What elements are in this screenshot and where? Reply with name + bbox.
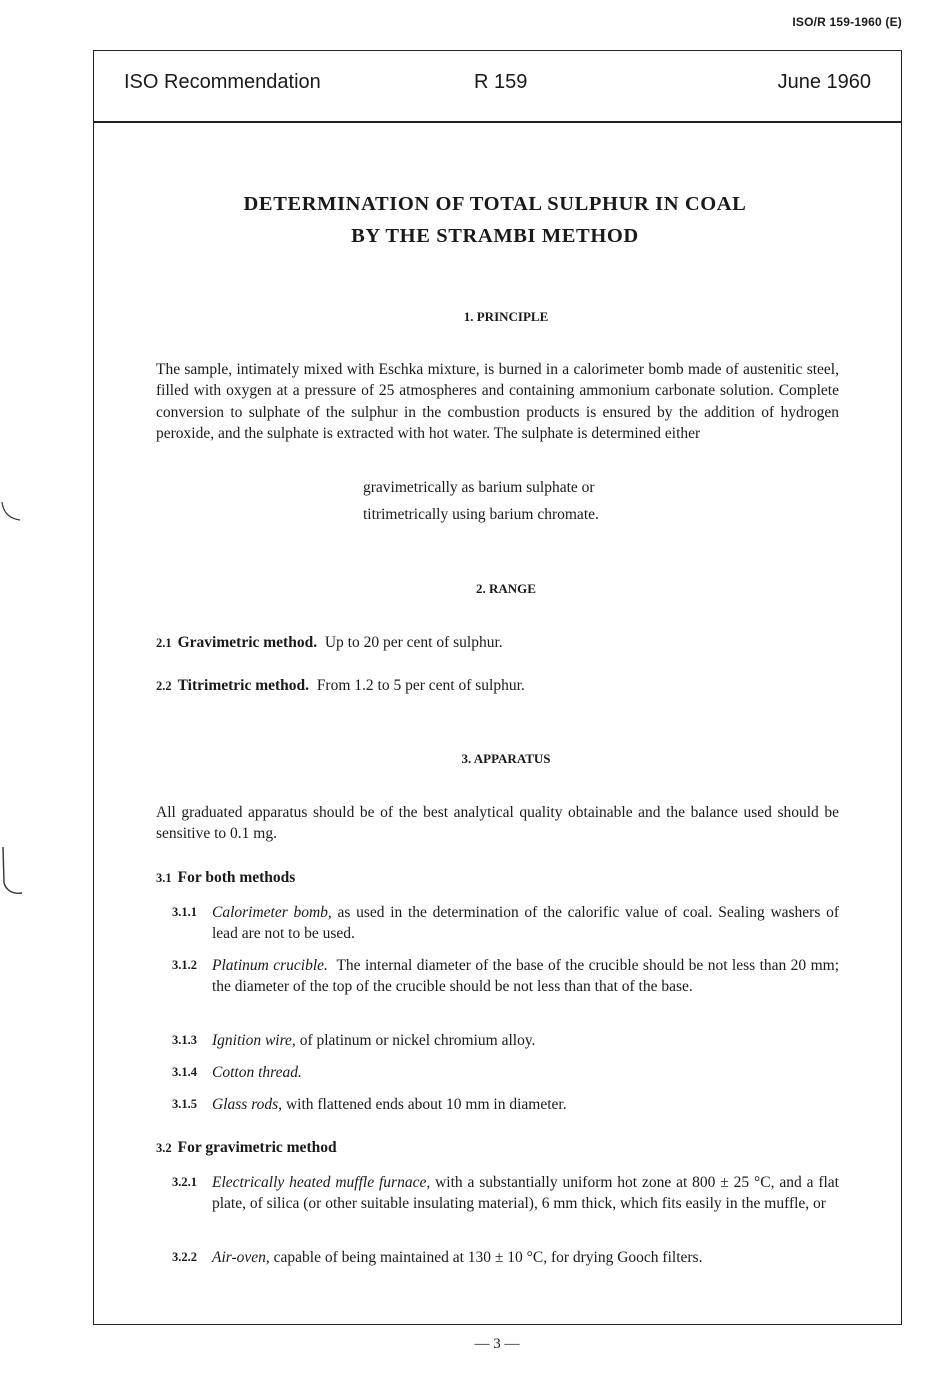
apparatus-item [172,902,839,945]
principle-text: The sample, intimately mixed with Eschka mixture, is burned in a calorimeter bomb made of austenitic steel, filled with oxygen at a pressure of 25 atmospheres and containing ammonium carbonate solution. Complete conversion to sulphate of the sulphur in the combustion products is ensured by the addition of hydrogen peroxide, and the sulphate is extracted with hot water. The sulphate is determined either [156,361,839,442]
apparatus-item [172,1247,839,1268]
header-publication: ISO Recommendation [124,71,321,93]
item-number: 3.2.2 [172,1250,197,1264]
range-item-text: From 1.2 to 5 per cent of sulphur. [316,677,525,694]
header-bar [94,51,901,123]
item-text: with a substantially uniform hot zone at 800 ± 25 °C, and a flat plate, of silica (or other suitable insulating material), 6 mm thick, which fits easily in the muffle, or [212,1174,839,1213]
item-name: Cotton thread. [212,1064,302,1081]
subsection-number: 3.1 [156,871,172,885]
subsection-number: 3.2 [156,1141,172,1155]
item-text: of platinum or nickel chromium alloy. [299,1032,536,1049]
item-text: with flattened ends about 10 mm in diameter. [285,1096,567,1113]
range-item-number: 2.2 [156,679,172,693]
item-name: Platinum crucible. [212,957,328,974]
item-number: 3.1.5 [172,1097,197,1111]
principle-heading: 1. PRINCIPLE [463,309,549,324]
apparatus-item [172,1062,839,1083]
item-name: Electrically heated muffle furnace, [212,1174,431,1191]
item-text: The internal diameter of the base of the crucible should be not less than 20 mm; the diameter of the top of the crucible should be not less than that of the base. [212,957,839,996]
scan-mark [0,845,26,901]
apparatus-intro: All graduated apparatus should be of the best analytical quality obtainable and the balance used should be sensitive to 0.1 mg. [156,804,839,843]
title-line-2: BY THE STRAMBI METHOD [351,225,639,247]
range-item [156,675,525,697]
item-name: Air-oven, [212,1249,270,1266]
item-number: 3.2.1 [172,1175,197,1189]
scan-mark [0,500,24,530]
apparatus-item [172,955,839,998]
item-text: as used in the determination of the calorific value of coal. Sealing washers of lead are not to be used. [212,904,839,943]
method-gravimetric: gravimetrically as barium sulphate or [363,479,595,496]
document-reference: ISO/R 159-1960 (E) [792,15,902,29]
title-line-1: DETERMINATION OF TOTAL SULPHUR IN COAL [243,193,747,215]
apparatus-item [172,1094,839,1115]
range-item [156,632,503,654]
range-item-label: Titrimetric method. [177,677,310,694]
range-item-label: Gravimetric method. [177,634,318,651]
range-item-text: Up to 20 per cent of sulphur. [324,634,503,651]
header-number: R 159 [474,71,528,93]
apparatus-item [172,1030,839,1051]
item-number: 3.1.4 [172,1065,197,1079]
range-heading: 2. RANGE [476,581,536,596]
apparatus-heading: 3. APPARATUS [461,751,551,766]
item-number: 3.1.2 [172,958,197,972]
range-item-number: 2.1 [156,636,172,650]
subsection-label: For gravimetric method [177,1139,337,1156]
subsection-label: For both methods [177,869,296,886]
header-date: June 1960 [777,71,871,93]
item-text: capable of being maintained at 130 ± 10 °C, for drying Gooch filters. [273,1249,703,1266]
page-number: — 3 — [474,1336,520,1352]
item-name: Calorimeter bomb, [212,904,332,921]
subsection-both-methods [156,867,295,889]
method-titrimetric: titrimetrically using barium chromate. [363,506,599,523]
apparatus-item [172,1172,839,1215]
item-number: 3.1.1 [172,905,197,919]
item-number: 3.1.3 [172,1033,197,1047]
subsection-gravimetric [156,1137,337,1159]
item-name: Glass rods, [212,1096,283,1113]
item-name: Ignition wire, [212,1032,296,1049]
